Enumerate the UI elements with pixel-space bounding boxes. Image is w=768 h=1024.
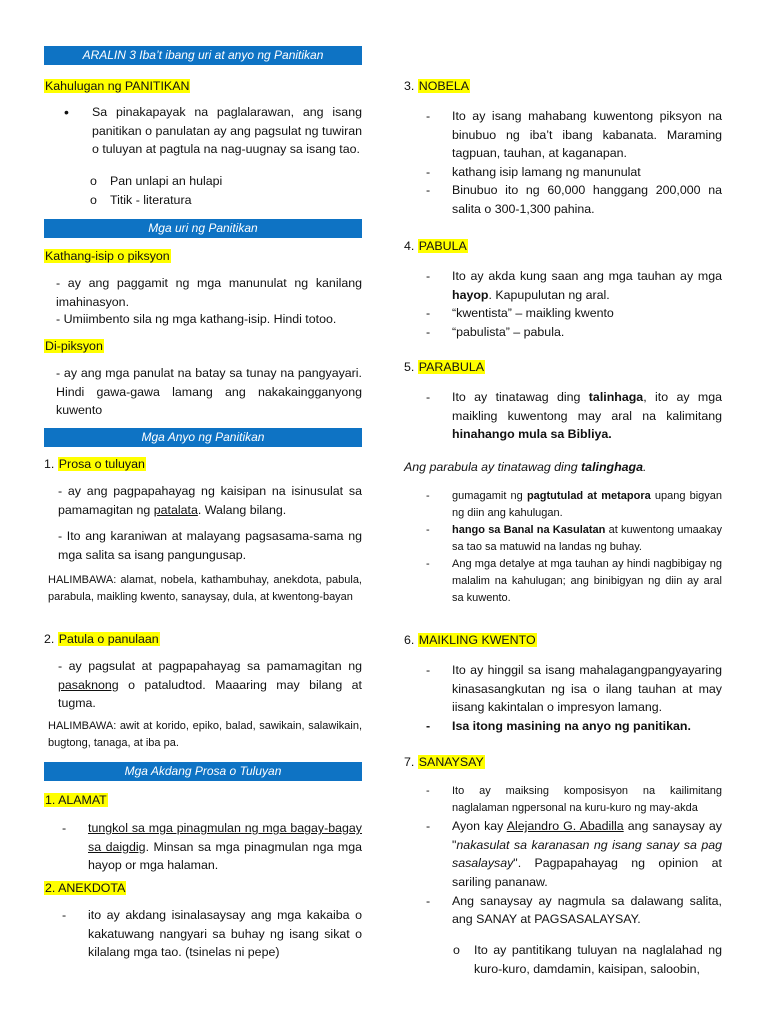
sanaysay-list	[422, 783, 722, 929]
circle-bullet-icon: o	[453, 943, 460, 957]
pabula-item-2: - “kwentista” – maikling kwento	[422, 304, 722, 323]
patula-item-1: - ay pagsulat at pagpapahayag sa pamamagitan ng pasaknong o pataludtod. Maaaring may bilang at tugma.	[58, 659, 362, 711]
kahulugan-heading: Kahulugan ng PANITIKAN	[45, 79, 190, 93]
parabula-item-3: - hango sa Banal na Kasulatan at kuwentong umaakay sa tao sa matuwid na landas ng buhay.	[422, 522, 722, 556]
kahulugan-sub1: o Pan unlapi an hulapi	[90, 174, 223, 188]
alamat-list	[58, 819, 362, 875]
anekdota-list	[58, 906, 362, 962]
patula-halimbawa: HALIMBAWA: awit at korido, epiko, balad, sawikain, salawikain, bugtong, tanaga, at iba pa.	[48, 720, 362, 750]
nobela-list	[422, 107, 722, 219]
prosa-heading: 1. Prosa o tuluyan	[44, 457, 145, 471]
lesson-title-banner: ARALIN 3 Iba’t ibang uri at anyo ng Panitikan	[44, 46, 362, 65]
anekdota-heading: 2. ANEKDOTA	[45, 881, 126, 895]
sanaysay-item-3: - Ang sanaysay ay nagmula sa dalawang salita, ang SANAY at PAGSASALAYSAY.	[422, 892, 722, 929]
sanaysay-sub-item-1: o Ito ay pantitikang tuluyan na naglalahad ng kuro-kuro, damdamin, kaisipan, saloobin,	[453, 943, 722, 976]
nobela-item-2: - kathang isip lamang ng manunulat	[422, 163, 722, 182]
prosa-item-1: - ay ang pagpapahayag ng kaisipan na isinusulat sa pamamagitan ng patalata. Walang bilang.	[58, 484, 362, 517]
akdang-prosa-banner: Mga Akdang Prosa o Tuluyan	[44, 762, 362, 781]
maikling-list	[422, 661, 722, 735]
alamat-item-1: - tungkol sa mga pinagmulan ng mga bagay-bagay sa daigdig. Minsan sa mga pinagmulan nga mga hayop or mga halaman.	[58, 819, 362, 875]
parabula-item-4: - Ang mga detalye at mga tauhan ay hindi nagbibigay ng malalim na kahulugan; ang binibigyan ng diin ay aral sa kuwento.	[422, 556, 722, 607]
alamat-heading: 1. ALAMAT	[45, 793, 107, 807]
bullet-icon: •	[64, 104, 69, 120]
parabula-note: Ang parabula ay tinatawag ding talinghaga.	[404, 460, 647, 474]
parabula-list	[422, 388, 722, 444]
anekdota-item-1: - ito ay akdang isinalasaysay ang mga kakaiba o kakatuwang nangyari sa buhay ng isang sikat o kilalang mga tao. (tsinelas ni pepe)	[58, 906, 362, 962]
sanaysay-heading: 7. SANAYSAY	[404, 755, 484, 769]
dipiksyon-heading: Di-piksyon	[45, 339, 103, 353]
kathang-item-1: - ay ang paggamit ng mga manunulat ng kanilang imahinasyon.	[56, 276, 362, 309]
parabula-heading: 5. PARABULA	[404, 360, 484, 374]
prosa-item-2: - Ito ang karaniwan at malayang pagsasama-sama ng mga salita sa isang pangungusap.	[58, 529, 362, 562]
nobela-item-3: - Binubuo ito ng 60,000 hanggang 200,000 na salita o 300-1,300 pahina.	[422, 181, 722, 218]
patula-heading: 2. Patula o panulaan	[44, 632, 159, 646]
kahulugan-text: • Sa pinakapayak na paglalarawan, ang isang panitikan o panulatan ay ang pagsulat ng tuwiran o tuluyan at pagtula na nag-uugnay sa isang tao.	[64, 104, 362, 157]
parabula-detail-list	[422, 488, 722, 607]
kathang-heading: Kathang-isip o piksyon	[45, 249, 170, 263]
dipiksyon-item-1: - ay ang mga panulat na batay sa tunay na pangyayari. Hindi gawa-gawa lamang ang nakakaingganyong kuwento	[56, 366, 362, 418]
anyo-banner: Mga Anyo ng Panitikan	[44, 428, 362, 447]
maikling-item-1: - Ito ay hinggil sa isang mahalagangpangyayaring kinasasangkutan ng isa o ilang tauhan at may iisang kakintalan o impresyon lamang.	[422, 661, 722, 717]
prosa-halimbawa: HALIMBAWA: alamat, nobela, kathambuhay, anekdota, pabula, parabula, maikling kwento, sanaysay, dula, at kwentong-bayan	[48, 574, 362, 604]
nobela-item-1: - Ito ay isang mahabang kuwentong piksyon na binubuo ng iba’t ibang kabanata. Maraming tagpuan, tauhan, at kaganapan.	[422, 107, 722, 163]
maikling-heading: 6. MAIKLING KWENTO	[404, 633, 536, 647]
pabula-item-1: - Ito ay akda kung saan ang mga tauhan ay mga hayop. Kapupulutan ng aral.	[422, 267, 722, 304]
nobela-heading: 3. NOBELA	[404, 79, 470, 93]
pabula-item-3: - “pabulista” – pabula.	[422, 323, 722, 342]
kahulugan-sub2: o Titik - literatura	[90, 193, 192, 207]
uri-banner: Mga uri ng Panitikan	[44, 219, 362, 238]
parabula-item-1: - Ito ay tinatawag ding talinhaga, ito ay mga maikling kuwentong may aral na kalimitang hinahango mula sa Bibliya.	[422, 388, 722, 444]
sanaysay-item-1: - Ito ay maiksing komposisyon na kailimitang naglalaman ngpersonal na kuru-kuro ng may-akda	[422, 783, 722, 817]
sanaysay-item-2: - Ayon kay Alejandro G. Abadilla ang sanaysay ay "nakasulat sa karanasan ng isang sanay sa pag sasalaysay". Pagpapahayag ng opinion at sariling pananaw.	[422, 817, 722, 891]
maikling-item-2: - Isa itong masining na anyo ng panitikan.	[422, 717, 722, 736]
parabula-item-2: - gumagamit ng pagtutulad at metapora upang bigyan ng diin ang kahulugan.	[422, 488, 722, 522]
pabula-list	[422, 267, 722, 341]
kathang-item-2: - Umiimbento sila ng mga kathang-isip. Hindi totoo.	[56, 312, 337, 326]
pabula-heading: 4. PABULA	[404, 239, 467, 253]
